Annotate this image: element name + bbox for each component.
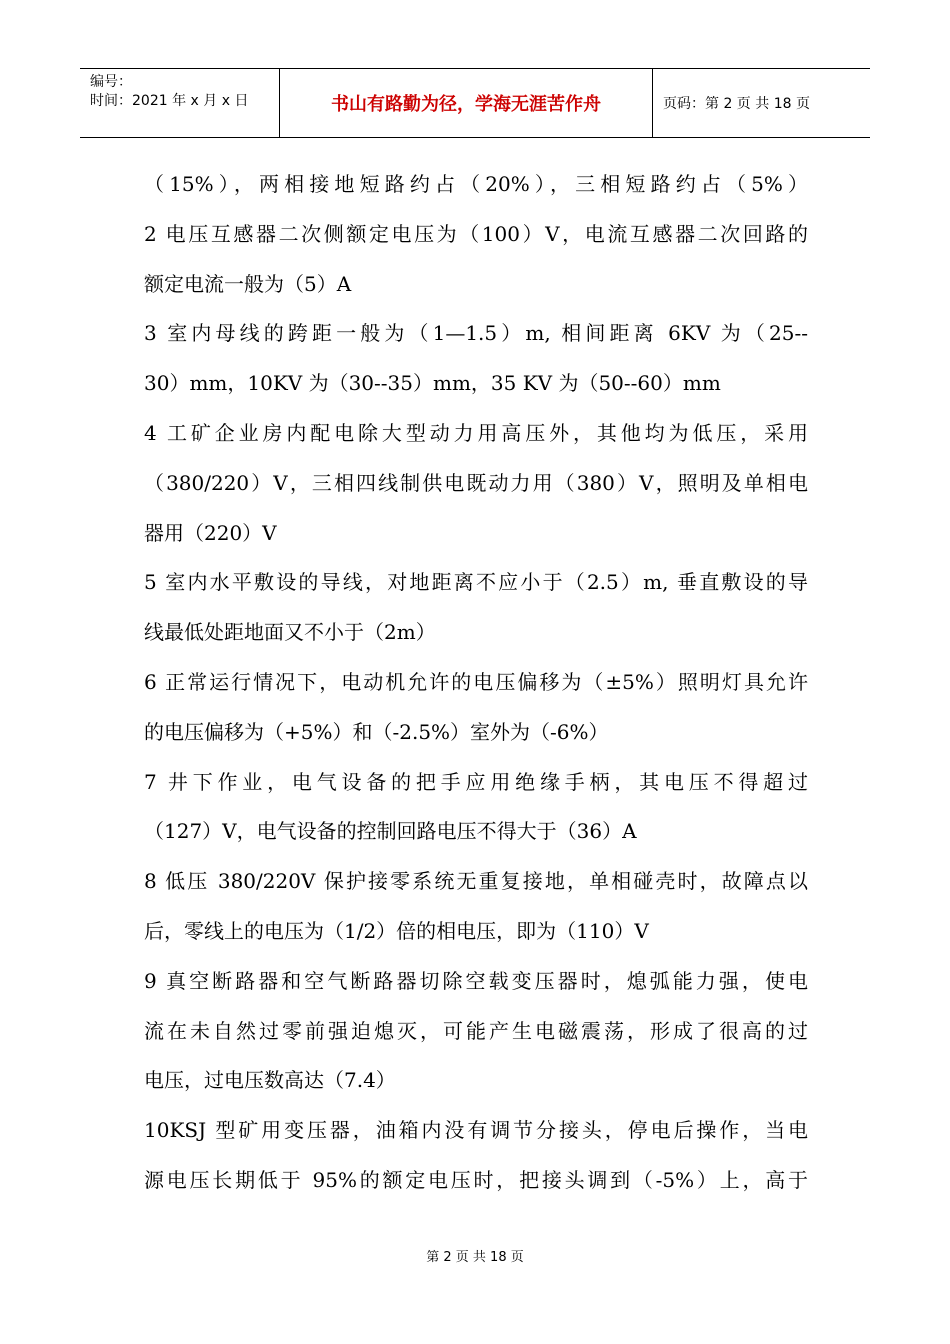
text-line: 3 室内母线的跨距一般为（1—1.5）m, 相间距离 6KV 为（25-- — [144, 321, 808, 346]
text-line: 线最低处距地面又不小于（2m） — [144, 620, 436, 645]
text-line: （380/220）V，三相四线制供电既动力用（380）V，照明及单相电 — [144, 470, 808, 495]
text-line: 8 低压 380/220V 保护接零系统无重复接地，单相碰壳时，故障点以 — [144, 869, 808, 894]
document-number-label: 编号： — [90, 74, 132, 90]
header-meta — [80, 69, 280, 137]
page-header — [80, 68, 870, 138]
text-line: 源电压长期低于 95%的额定电压时，把接头调到（-5%）上，高于 — [144, 1167, 808, 1192]
text-line: 5 室内水平敷设的导线，对地距离不应小于（2.5）m, 垂直敷设的导 — [144, 570, 808, 595]
text-line: 7 井下作业，电气设备的把手应用绝缘手柄，其电压不得超过 — [144, 769, 808, 794]
text-line: 6 正常运行情况下，电动机允许的电压偏移为（±5%）照明灯具允许 — [144, 669, 808, 694]
text-line: 9 真空断路器和空气断路器切除空载变压器时，熄弧能力强，使电 — [144, 968, 808, 993]
header-page-info: 页码：第 2 页 共 18 页 — [663, 96, 810, 112]
text-line: 10KSJ 型矿用变压器，油箱内没有调节分接头，停电后操作，当电 — [144, 1118, 808, 1143]
text-line: 2 电压互感器二次侧额定电压为（100）V，电流互感器二次回路的 — [144, 221, 808, 246]
text-line: 4 工矿企业房内配电除大型动力用高压外，其他均为低压，采用 — [144, 420, 808, 445]
text-line: 的电压偏移为（+5%）和（-2.5%）室外为（-6%） — [144, 719, 609, 744]
page-footer: 第 2 页 共 18 页 — [426, 1250, 524, 1265]
text-line: （15%），两相接地短路约占（20%），三相短路约占（5%） — [144, 172, 808, 196]
document-date: 时间：2021 年 x 月 x 日 — [90, 93, 249, 109]
text-line: 电压，过电压数高达（7.4） — [144, 1068, 396, 1093]
text-line: 流在未自然过零前强迫熄灭，可能产生电磁震荡，形成了很高的过 — [144, 1018, 808, 1043]
text-line: 额定电流一般为（5）A — [144, 271, 352, 296]
text-line: 器用（220）V — [144, 520, 277, 545]
text-line: 后，零线上的电压为（1/2）倍的相电压，即为（110）V — [144, 918, 649, 943]
text-line: （127）V，电气设备的控制回路电压不得大于（36）A — [144, 819, 637, 844]
text-line: 30）mm，10KV 为（30--35）mm，35 KV 为（50--60）mm — [144, 371, 721, 396]
document-body — [144, 160, 808, 1206]
header-motto: 书山有路勤为径，学海无涯苦作舟 — [280, 69, 653, 137]
